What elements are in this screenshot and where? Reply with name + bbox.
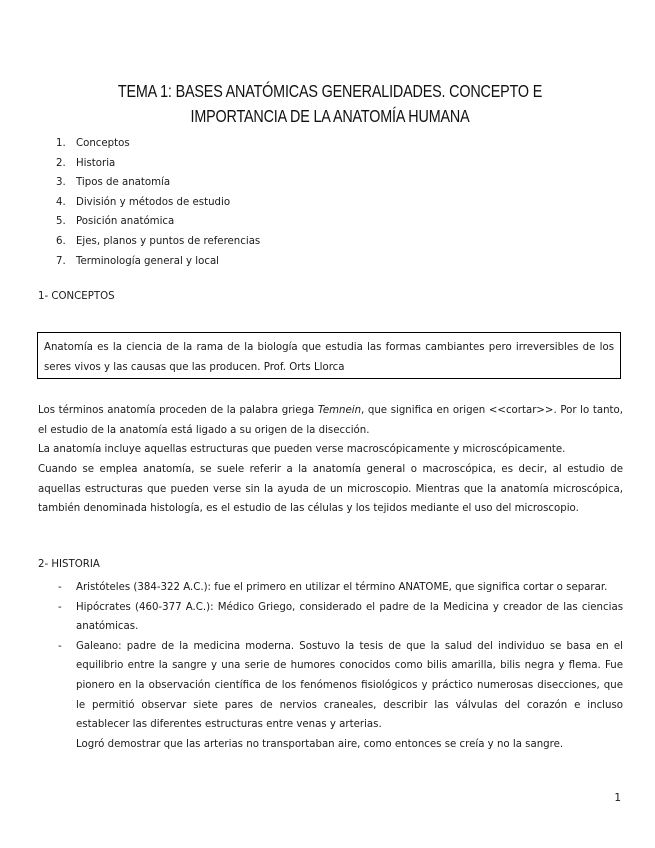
etymology-text-before: Los términos anatomía proceden de la palabra griega <box>38 405 318 416</box>
page-title: TEMA 1: BASES ANATÓMICAS GENERALIDADES. CONCEPTO E IMPORTANCIA DE LA ANATOMÍA HUMANA <box>117 81 543 126</box>
history-list <box>58 578 623 754</box>
toc-item <box>56 193 260 213</box>
toc-item-label: Ejes, planos y puntos de referencias <box>76 235 261 247</box>
toc-item-label: Conceptos <box>76 138 130 149</box>
toc-item-number: 4. <box>56 196 66 208</box>
toc-item <box>56 232 260 252</box>
history-item-galeano <box>76 637 623 755</box>
toc-item <box>56 252 260 272</box>
history-item-hipocrates: Hipócrates (460-377 A.C.): Médico Griego, considerado el padre de la Medicina y creador de las ciencias anatómicas. <box>76 601 623 633</box>
toc-item-number: 2. <box>56 157 66 169</box>
toc-item <box>56 154 260 174</box>
toc-item <box>56 173 260 193</box>
galeano-main-text: Galeano: padre de la medicina moderna. Sostuvo la tesis de que la salud del individuo se basa en el equilibrio entre la sangre y una serie de humores conocidos como bilis amarilla, bilis negra y flema. Fue pionero en la observación científica de los fenómenos fisiológicos y práctico numerosas disecciones, que le permitió observar siete pares de nervios craneales, describir las válvulas del corazón e incluso establecer las diferentes estructuras entre venas y arterias. <box>76 640 623 731</box>
list-item <box>58 598 623 637</box>
toc-item-number: 5. <box>56 216 66 228</box>
toc-item-label: División y métodos de estudio <box>76 196 231 208</box>
toc-item <box>56 212 260 232</box>
toc-item-label: Historia <box>76 157 116 169</box>
galeano-extra-text: Logró demostrar que las arterias no transportaban aire, como entonces se creía y no la sangre. <box>76 738 564 750</box>
toc-item-number: 6. <box>56 235 66 247</box>
bullet-dash: - <box>58 640 62 652</box>
section-heading-historia: 2- HISTORIA <box>38 559 100 570</box>
greek-term: Temnein <box>317 405 362 416</box>
toc-item <box>56 134 260 154</box>
table-of-contents <box>56 134 260 271</box>
history-item-aristoteles: Aristóteles (384-322 A.C.): fue el primero en utilizar el término ANATOME, que significa cortar o separar. <box>76 582 608 593</box>
toc-item-label: Posición anatómica <box>76 216 175 228</box>
bullet-dash: - <box>58 601 62 613</box>
paragraph-structures: La anatomía incluye aquellas estructuras que pueden verse macroscópicamente y microscópicamente. <box>38 444 566 455</box>
toc-item-number: 1. <box>56 138 66 149</box>
definition-box: Anatomía es la ciencia de la rama de la biología que estudia las formas cambiantes pero irreversibles de los seres vivos y las causas que las producen. Prof. Orts Llorca <box>37 332 621 379</box>
paragraph-macro-micro: Cuando se emplea anatomía, se suele referir a la anatomía general o macroscópica, es decir, al estudio de aquellas estructuras que pueden verse sin la ayuda de un microscopio. Mientras que la anatomía microscópica, también denominada histología, es el estudio de las células y los tejidos mediante el uso del microscopio. <box>38 464 623 515</box>
list-item <box>58 637 623 755</box>
paragraph-etymology <box>38 401 623 440</box>
page-number: 1 <box>614 792 621 804</box>
toc-item-number: 3. <box>56 177 66 189</box>
bullet-dash: - <box>58 582 62 593</box>
toc-item-label: Tipos de anatomía <box>76 177 171 189</box>
section-heading-conceptos: 1- CONCEPTOS <box>38 291 115 302</box>
etymology-text-after: , que significa en origen <<cortar>>. Por lo tanto, el estudio de la anatomía está ligado a su origen de la disección. <box>38 405 623 436</box>
toc-item-number: 7. <box>56 255 66 267</box>
toc-item-label: Terminología general y local <box>76 255 220 267</box>
list-item <box>58 578 623 598</box>
